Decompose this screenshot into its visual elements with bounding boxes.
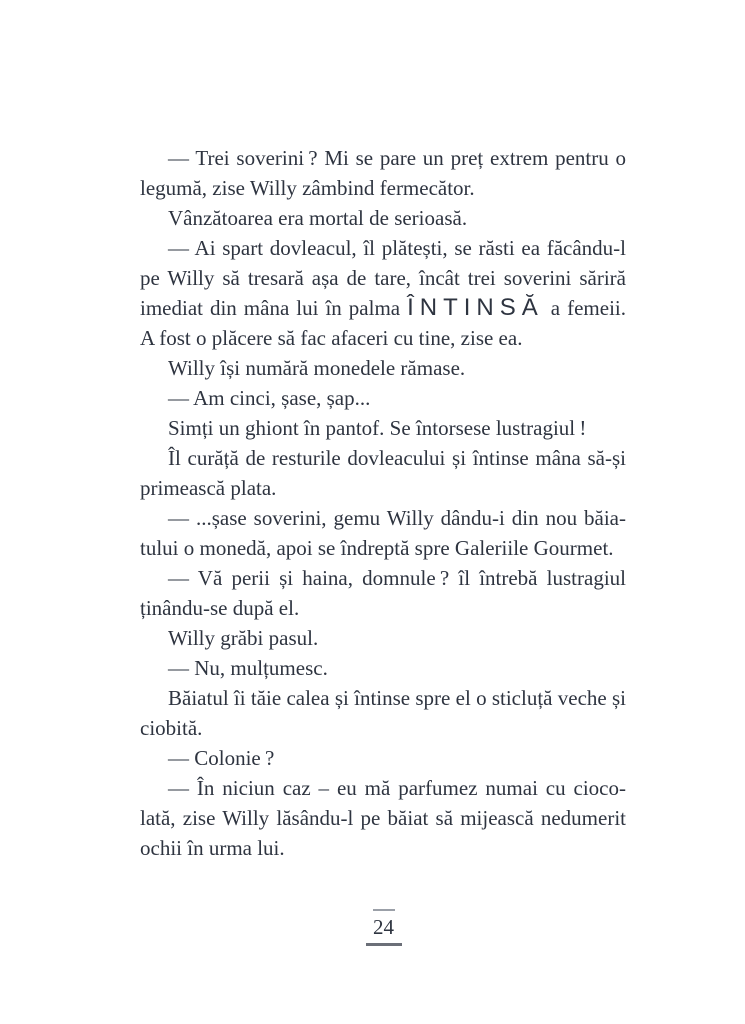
page-number: 24 [373, 915, 394, 939]
text-line: — ...șase soverini, gemu Willy dându-i din nou băia- [168, 506, 626, 530]
text-line: primească plata. [140, 476, 277, 500]
text-line: imediat din mâna lui în palma ÎNTINSĂ a femeii. [140, 294, 626, 321]
page-footer [140, 905, 627, 950]
text-line: — Nu, mulțumesc. [168, 656, 328, 680]
text-line: — Am cinci, șase, șap... [168, 386, 371, 410]
text-block [140, 143, 627, 863]
text-line: — Vă perii și haina, domnule ? îl întrebă lustragiul [168, 566, 626, 590]
text-line: Vânzătoarea era mortal de serioasă. [168, 206, 468, 230]
text-line: A fost o plăcere să fac afaceri cu tine, zise ea. [140, 326, 523, 350]
text-line: ținându-se după el. [140, 596, 300, 620]
text-line: Băiatul îi tăie calea și întinse spre el o sticluță veche și [168, 686, 626, 710]
text-line: — Colonie ? [168, 746, 275, 770]
text-line: Willy își numără monedele rămase. [168, 356, 466, 380]
text-line: Îl curăță de resturile dovleacului și întinse mâna să-și [168, 446, 626, 470]
text-line: lată, zise Willy lăsându-l pe băiat să mijească nedumerit [140, 806, 626, 830]
text-line: pe Willy să tresară așa de tare, încât trei soverini săriră [140, 266, 626, 290]
text-line: tului o monedă, apoi se îndreptă spre Galeriile Gourmet. [140, 536, 614, 560]
ornament-rule-bottom [366, 943, 402, 946]
text-line: Willy grăbi pasul. [168, 626, 319, 650]
text-line: — Trei soverini ? Mi se pare un preț extrem pentru o [168, 146, 626, 170]
ornament-rule-top [373, 909, 395, 911]
text-line: ciobită. [140, 716, 203, 740]
text-line: — Ai spart dovleacul, îl plătești, se răsti ea făcându-l [168, 236, 626, 260]
text-line: — În niciun caz – eu mă parfumez numai cu cioco- [168, 776, 626, 800]
text-line: legumă, zise Willy zâmbind fermecător. [140, 176, 475, 200]
text-line: ochii în urma lui. [140, 836, 285, 860]
text-line: Simți un ghiont în pantof. Se întorsese lustragiul ! [168, 416, 587, 440]
emphasis-word: ÎNTINSĂ [407, 294, 544, 321]
